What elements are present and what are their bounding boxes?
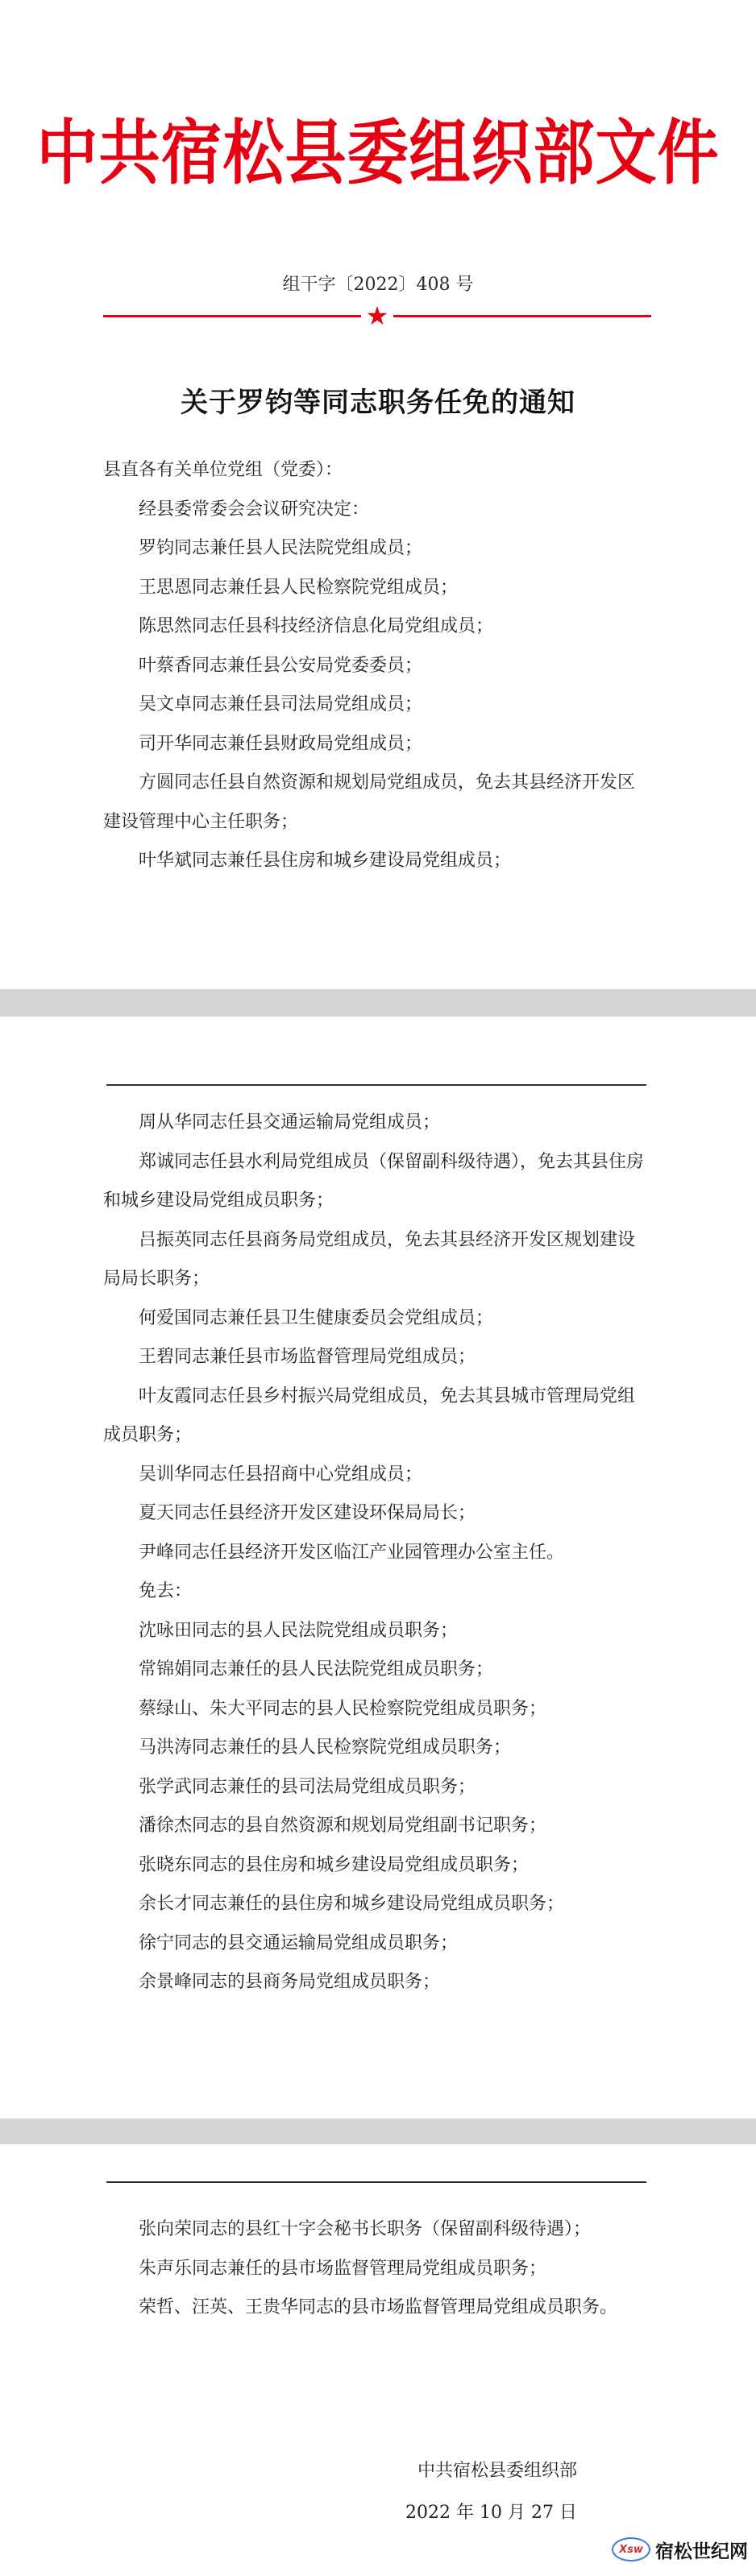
paragraph: 余长才同志兼任的县住房和城乡建设局党组成员职务； xyxy=(139,1894,565,1914)
document-page-3 xyxy=(0,2144,756,2576)
paragraph: 叶友霞同志任县乡村振兴局党组成员，免去其县城市管理局党组成员职务； xyxy=(103,1385,636,1445)
paragraph: 郑诚同志任县水利局党组成员（保留副科级待遇），免去其县住房和城乡建设局党组成员职务； xyxy=(103,1151,645,1211)
paragraph: 张学武同志兼任的县司法局党组成员职务； xyxy=(139,1776,476,1797)
paragraph: 叶蔡香同志兼任县公安局党委委员； xyxy=(139,655,423,676)
paragraph: 夏天同志任县经济开发区建设环保局局长； xyxy=(139,1503,476,1523)
paragraph: 经县委常委会会议研究决定： xyxy=(139,499,370,520)
page-separator xyxy=(0,2118,756,2144)
paragraph: 常锦娟同志兼任的县人民法院党组成员职务； xyxy=(139,1659,494,1679)
signature-date: 2022 年 10 月 27 日 xyxy=(405,2503,577,2523)
red-star-icon: ★ xyxy=(365,300,389,331)
paragraph: 陈思然同志任县科技经济信息化局党组成员； xyxy=(139,616,494,636)
notice-body-page-3 xyxy=(103,2210,651,2328)
paragraph: 王思恩同志兼任县人民检察院党组成员； xyxy=(139,577,459,598)
notice-title: 关于罗钧等同志职务任免的通知 xyxy=(181,387,575,419)
page-top-rule xyxy=(106,1084,646,1086)
document-page-2 xyxy=(0,1017,756,2118)
paragraph: 朱声乐同志兼任的县市场监督管理局党组成员职务； xyxy=(139,2258,547,2279)
paragraph: 蔡绿山、朱大平同志的县人民检察院党组成员职务； xyxy=(139,1698,547,1719)
paragraph: 吴训华同志任县招商中心党组成员； xyxy=(139,1464,423,1485)
paragraph: 司开华同志兼任县财政局党组成员； xyxy=(139,733,423,754)
page-top-rule xyxy=(106,2181,646,2183)
header-red-line-right xyxy=(393,315,651,317)
signature-organization: 中共宿松县委组织部 xyxy=(417,2461,577,2481)
paragraph: 罗钧同志兼任县人民法院党组成员； xyxy=(139,538,423,558)
document-page-1 xyxy=(0,0,756,989)
salutation: 县直各有关单位党组（党委）： xyxy=(103,460,343,480)
paragraph: 吴文卓同志兼任县司法局党组成员； xyxy=(139,694,423,714)
paragraph: 叶华斌同志兼任县住房和城乡建设局党组成员； xyxy=(139,851,512,871)
watermark-text: 宿松世纪网 xyxy=(655,2541,748,2562)
paragraph: 免去： xyxy=(139,1581,193,1601)
paragraph: 王碧同志兼任县市场监督管理局党组成员； xyxy=(139,1347,476,1367)
paragraph: 沈咏田同志的县人民法院党组成员职务； xyxy=(139,1620,459,1641)
site-logo-icon: Xsw xyxy=(612,2537,650,2562)
paragraph: 潘徐杰同志的县自然资源和规划局党组副书记职务； xyxy=(139,1816,547,1836)
paragraph: 尹峰同志任县经济开发区临江产业园管理办公室主任。 xyxy=(139,1542,565,1563)
notice-body-page-1 xyxy=(103,451,651,881)
paragraph: 何爱国同志兼任县卫生健康委员会党组成员； xyxy=(139,1307,494,1328)
paragraph: 张向荣同志的县红十字会秘书长职务（保留副科级待遇）； xyxy=(139,2219,592,2239)
paragraph: 吕振英同志任县商务局党组成员，免去其县经济开发区规划建设局局长职务； xyxy=(103,1229,636,1289)
page-separator xyxy=(0,989,756,1017)
document-header-title: 中共宿松县委组织部文件 xyxy=(36,111,720,194)
site-watermark xyxy=(612,2529,748,2570)
paragraph: 马洪涛同志兼任的县人民检察院党组成员职务； xyxy=(139,1737,512,1758)
notice-body-page-2 xyxy=(103,1104,651,2002)
paragraph: 荣哲、汪英、王贵华同志的县市场监督管理局党组成员职务。 xyxy=(139,2297,618,2317)
paragraph: 徐宁同志的县交通运输局党组成员职务； xyxy=(139,1932,459,1953)
paragraph: 余景峰同志的县商务局党组成员职务； xyxy=(139,1972,441,1992)
paragraph: 周从华同志任县交通运输局党组成员； xyxy=(139,1112,441,1133)
document-number: 组干字〔2022〕408 号 xyxy=(282,275,474,295)
header-red-line-left xyxy=(103,315,361,317)
paragraph: 方圆同志任县自然资源和规划局党组成员，免去其县经济开发区建设管理中心主任职务； xyxy=(103,772,636,832)
paragraph: 张晓东同志的县住房和城乡建设局党组成员职务； xyxy=(139,1854,530,1875)
